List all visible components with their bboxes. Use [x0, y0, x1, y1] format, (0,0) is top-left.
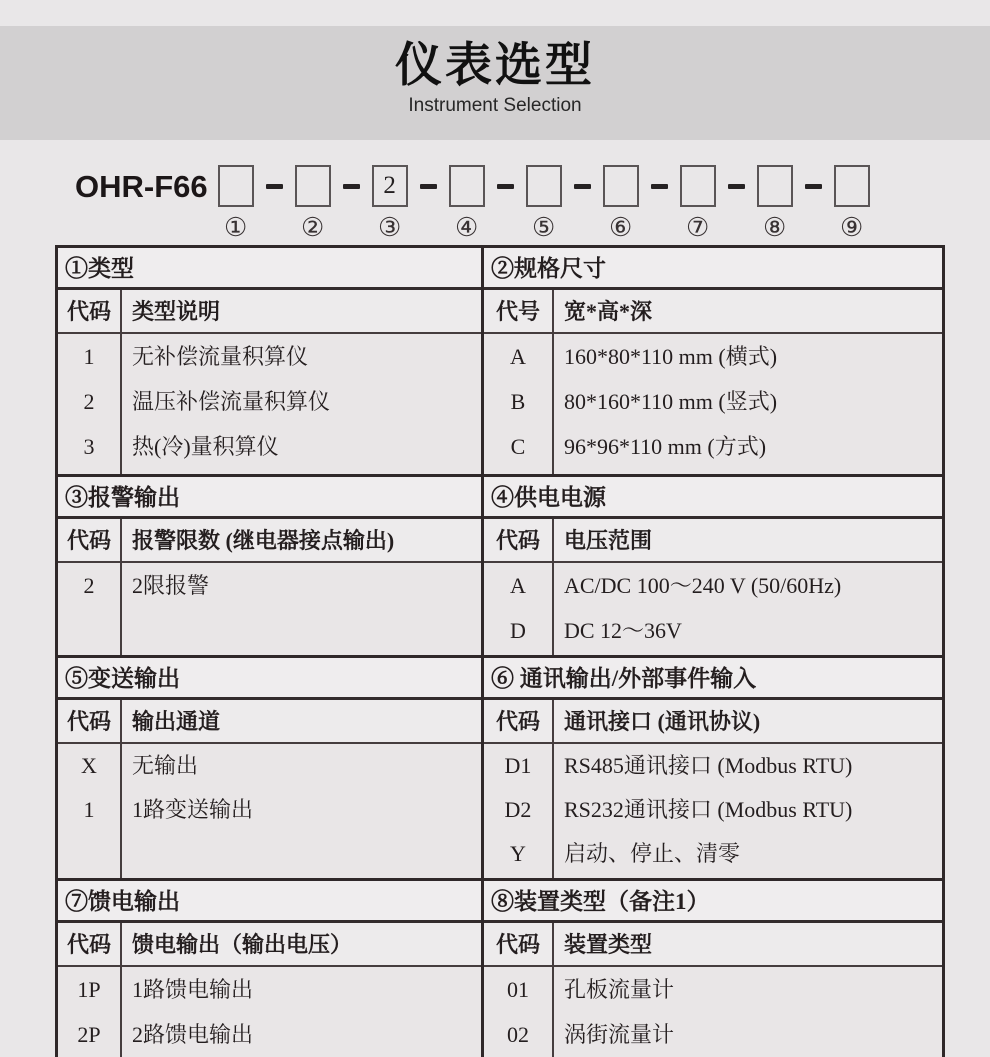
- model-segment-5: [526, 165, 562, 242]
- position-label-9: ⑨: [839, 213, 864, 242]
- position-label-6: ⑥: [608, 213, 633, 242]
- desc-cell: 96*96*110 mm (方式): [564, 434, 767, 459]
- position-label-3: ③: [377, 213, 402, 242]
- code-cell: X: [81, 753, 97, 778]
- model-segment-3: [372, 165, 408, 242]
- desc-cell: AC/DC 100～240 V (50/60Hz): [564, 573, 842, 598]
- position-label-5: ⑤: [531, 213, 556, 242]
- code-cell: A: [510, 344, 526, 369]
- dash-separator: [497, 184, 514, 189]
- dash-separator: [728, 184, 745, 189]
- desc-cell: 2路馈电输出: [132, 1022, 254, 1047]
- position-label-8: ⑧: [762, 213, 787, 242]
- model-code-box-1: [218, 165, 254, 207]
- desc-cell: RS232通讯接口 (Modbus RTU): [564, 797, 853, 822]
- dash-separator: [420, 184, 437, 189]
- desc-cell: 1路馈电输出: [132, 977, 254, 1002]
- column-header-code: 代号: [484, 290, 552, 334]
- section-title: ④供电电源: [484, 477, 942, 519]
- model-code-box-5: [526, 165, 562, 207]
- column-header-code: 代码: [58, 700, 120, 744]
- column-header-desc: 输出通道: [122, 700, 481, 744]
- section-transmission-output: [58, 658, 484, 878]
- dash-separator: [343, 184, 360, 189]
- code-cell: 01: [507, 977, 529, 1002]
- code-cell: C: [510, 434, 526, 459]
- section-title: ③报警输出: [58, 477, 481, 519]
- column-header-desc: 宽*高*深: [554, 290, 942, 334]
- model-segment-6: [603, 165, 639, 242]
- dash-separator: [574, 184, 591, 189]
- title-banner: [0, 26, 990, 140]
- table-band-3: [58, 655, 942, 878]
- section-title: ①类型: [58, 248, 481, 290]
- position-label-4: ④: [454, 213, 479, 242]
- code-cell: 3: [83, 434, 95, 459]
- section-title: ⑤变送输出: [58, 658, 481, 700]
- column-header-code: 代码: [484, 700, 552, 744]
- code-cell: 1: [83, 797, 95, 822]
- model-segment-8: [757, 165, 793, 242]
- code-cell: A: [510, 573, 526, 598]
- desc-cell: 无补偿流量积算仪: [132, 344, 309, 369]
- desc-cell: 无输出: [132, 753, 199, 778]
- section-title: ⑦馈电输出: [58, 881, 481, 923]
- column-header-code: 代码: [484, 519, 552, 563]
- column-header-code: 代码: [58, 519, 120, 563]
- dash-separator: [651, 184, 668, 189]
- code-cell: 2: [83, 573, 95, 598]
- desc-cell: 1路变送输出: [132, 797, 254, 822]
- desc-cell: 温压补偿流量积算仪: [132, 389, 331, 414]
- dash-separator: [805, 184, 822, 189]
- desc-cell: 80*160*110 mm (竖式): [564, 389, 778, 414]
- code-cell: 02: [507, 1022, 529, 1047]
- section-communication: [484, 658, 942, 878]
- dash-separator: [266, 184, 283, 189]
- code-cell: 1P: [77, 977, 101, 1002]
- column-header-desc: 报警限数 (继电器接点输出): [122, 519, 481, 563]
- table-band-4: [58, 878, 942, 1057]
- desc-cell: 160*80*110 mm (横式): [564, 344, 778, 369]
- column-header-desc: 装置类型: [554, 923, 942, 967]
- model-segment-9: [834, 165, 870, 242]
- model-segment-2: [295, 165, 331, 242]
- selection-table: [55, 245, 945, 1057]
- code-cell: Y: [510, 841, 526, 866]
- section-title: ②规格尺寸: [484, 248, 942, 290]
- column-header-desc: 通讯接口 (通讯协议): [554, 700, 942, 744]
- desc-cell: 热(冷)量积算仪: [132, 434, 279, 459]
- code-cell: D1: [504, 753, 532, 778]
- model-segment-4: [449, 165, 485, 242]
- position-label-2: ②: [300, 213, 325, 242]
- model-segment-7: [680, 165, 716, 242]
- code-cell: 2: [83, 389, 95, 414]
- desc-cell: 2限报警: [132, 573, 210, 598]
- section-device-type: [484, 881, 942, 1057]
- column-header-desc: 馈电输出（输出电压）: [122, 923, 481, 967]
- desc-cell: 孔板流量计: [564, 977, 675, 1002]
- section-size: [484, 248, 942, 474]
- column-header-code: 代码: [58, 923, 120, 967]
- position-label-7: ⑦: [685, 213, 710, 242]
- model-code-box-3: 2: [372, 165, 408, 207]
- desc-cell: DC 12～36V: [564, 618, 682, 643]
- desc-cell: 启动、停止、清零: [564, 841, 741, 866]
- section-feed-output: [58, 881, 484, 1057]
- table-band-2: [58, 474, 942, 655]
- code-cell: D2: [504, 797, 532, 822]
- column-header-code: 代码: [58, 290, 120, 334]
- table-band-1: [58, 248, 942, 474]
- page-title: 仪表选型: [395, 38, 595, 91]
- model-code-box-4: [449, 165, 485, 207]
- model-segment-1: [218, 165, 254, 242]
- code-cell: 2P: [77, 1022, 101, 1047]
- section-title: ⑥ 通讯输出/外部事件输入: [484, 658, 942, 700]
- model-code-row: [75, 165, 870, 242]
- model-code-box-2: [295, 165, 331, 207]
- section-title: ⑧装置类型（备注1）: [484, 881, 942, 923]
- model-code-box-8: [757, 165, 793, 207]
- page-subtitle: Instrument Selection: [408, 95, 582, 116]
- model-prefix: OHR-F66: [75, 169, 208, 204]
- column-header-desc: 类型说明: [122, 290, 481, 334]
- code-cell: 1: [83, 344, 95, 369]
- section-type: [58, 248, 484, 474]
- code-cell: D: [510, 618, 526, 643]
- section-power-supply: [484, 477, 942, 655]
- section-alarm-output: [58, 477, 484, 655]
- code-cell: B: [510, 389, 526, 414]
- model-code-box-6: [603, 165, 639, 207]
- column-header-code: 代码: [484, 923, 552, 967]
- position-label-1: ①: [223, 213, 248, 242]
- column-header-desc: 电压范围: [554, 519, 942, 563]
- model-code-box-7: [680, 165, 716, 207]
- desc-cell: RS485通讯接口 (Modbus RTU): [564, 753, 853, 778]
- model-code-box-9: [834, 165, 870, 207]
- desc-cell: 涡街流量计: [564, 1022, 675, 1047]
